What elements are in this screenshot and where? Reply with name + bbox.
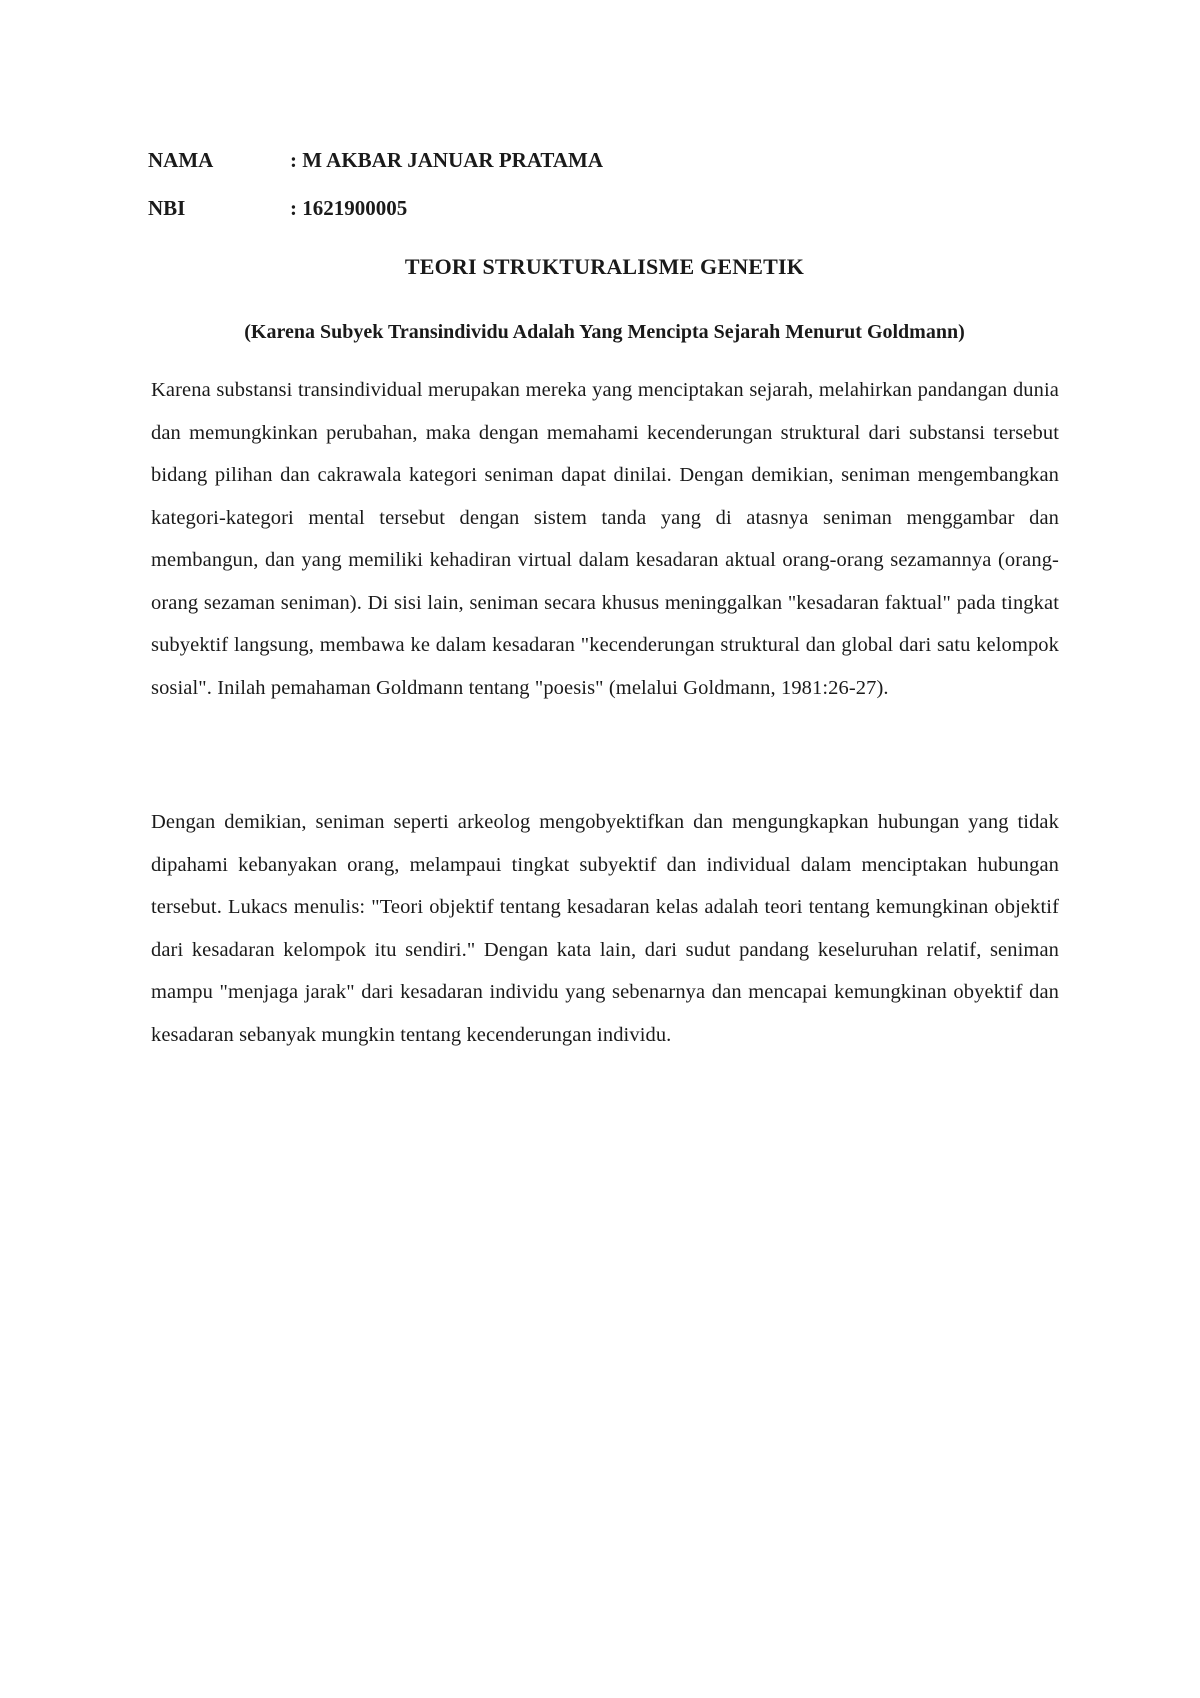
name-label: NAMA <box>148 148 214 172</box>
name-row <box>148 146 603 174</box>
nbi-label: NBI <box>148 196 186 220</box>
document-title: TEORI STRUKTURALISME GENETIK <box>404 254 805 279</box>
body-paragraph: Karena substansi transindividual merupakan mereka yang menciptakan sejarah, melahirkan pandangan dunia dan memungkinkan perubahan, maka dengan memahami kecenderungan struktural dari substansi tersebut bidang pilihan dan cakrawala kategori seniman dapat dinilai. Dengan demikian, seniman mengembangkan kategori-kategori mental tersebut dengan sistem tanda yang di atasnya seniman menggambar dan membangun, dan yang memiliki kehadiran virtual dalam kesadaran aktual orang-orang sezamannya (orang-orang sezaman seniman). Di sisi lain, seniman secara khusus meninggalkan "kesadaran faktual" pada tingkat subyektif langsung, membawa ke dalam kesadaran "kecenderungan struktural dan global dari satu kelompok sosial". Inilah pemahaman Goldmann tentang "poesis" (melalui Goldmann, 1981:26-27). <box>151 379 1059 699</box>
name-value: : M AKBAR JANUAR PRATAMA <box>290 148 604 172</box>
document-subtitle: (Karena Subyek Transindividu Adalah Yang Mencipta Sejarah Menurut Goldmann) <box>244 321 965 343</box>
nbi-row <box>148 194 407 222</box>
body-paragraph: Dengan demikian, seniman seperti arkeolog mengobyektifkan dan mengungkapkan hubungan yang tidak dipahami kebanyakan orang, melampaui tingkat subyektif dan individual dalam menciptakan hubungan tersebut. Lukacs menulis: "Teori objektif tentang kesadaran kelas adalah teori tentang kemungkinan objektif dari kesadaran kelompok itu sendiri." Dengan kata lain, dari sudut pandang keseluruhan relatif, seniman mampu "menjaga jarak" dari kesadaran individu yang sebenarnya dan mencapai kemungkinan obyektif dan kesadaran sebanyak mungkin tentang kecenderungan individu. <box>151 811 1059 1046</box>
nbi-value: : 1621900005 <box>290 196 408 220</box>
